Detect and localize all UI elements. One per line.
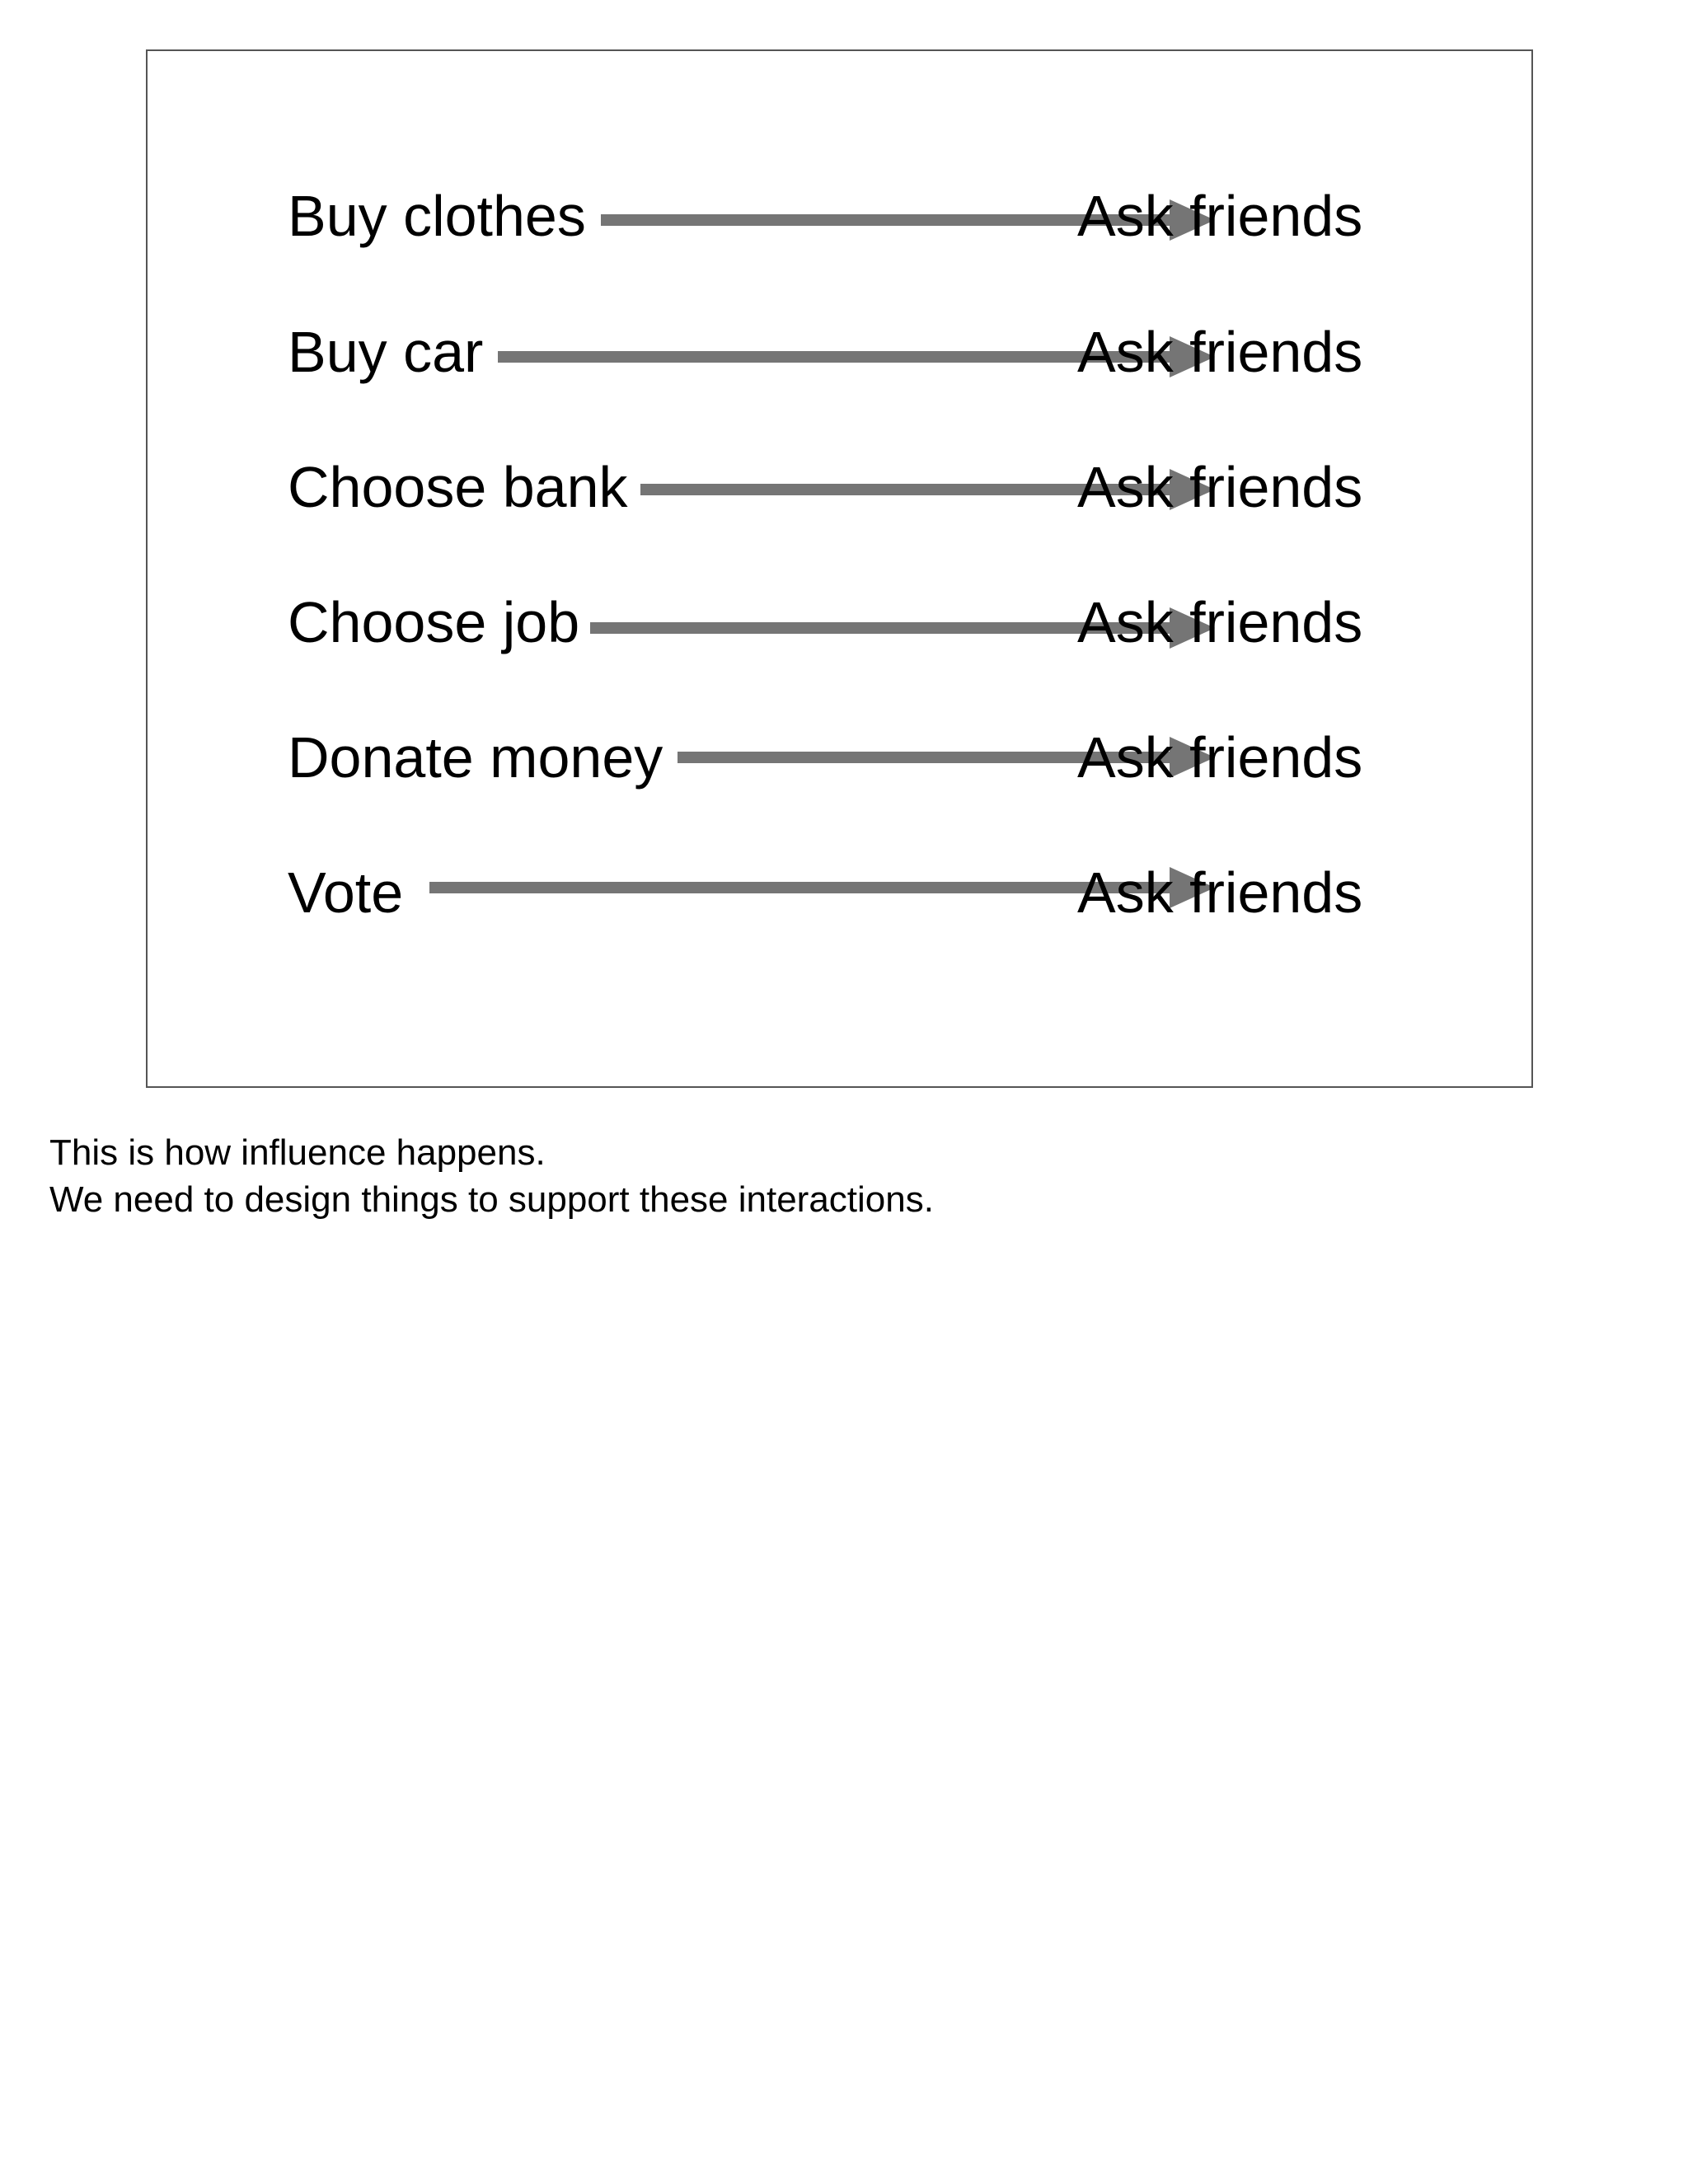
result-label-ask-friends: Ask friends [1077,184,1363,248]
result-label-ask-friends: Ask friends [1077,725,1363,790]
notes-line-2: We need to design things to support these interactions. [49,1179,934,1220]
result-label-ask-friends: Ask friends [1077,455,1363,519]
action-label-donate-money: Donate money [288,725,663,790]
speaker-notes [49,1129,934,1223]
result-label-ask-friends: Ask friends [1077,320,1363,384]
action-label-vote: Vote [288,860,404,925]
action-label-buy-clothes: Buy clothes [288,184,586,248]
slide-frame [146,49,1533,1088]
action-label-buy-car: Buy car [288,320,484,384]
result-label-ask-friends: Ask friends [1077,860,1363,925]
action-label-choose-job: Choose job [288,590,580,654]
result-label-ask-friends: Ask friends [1077,590,1363,654]
notes-line-1: This is how influence happens. [49,1132,546,1173]
action-label-choose-bank: Choose bank [288,455,628,519]
